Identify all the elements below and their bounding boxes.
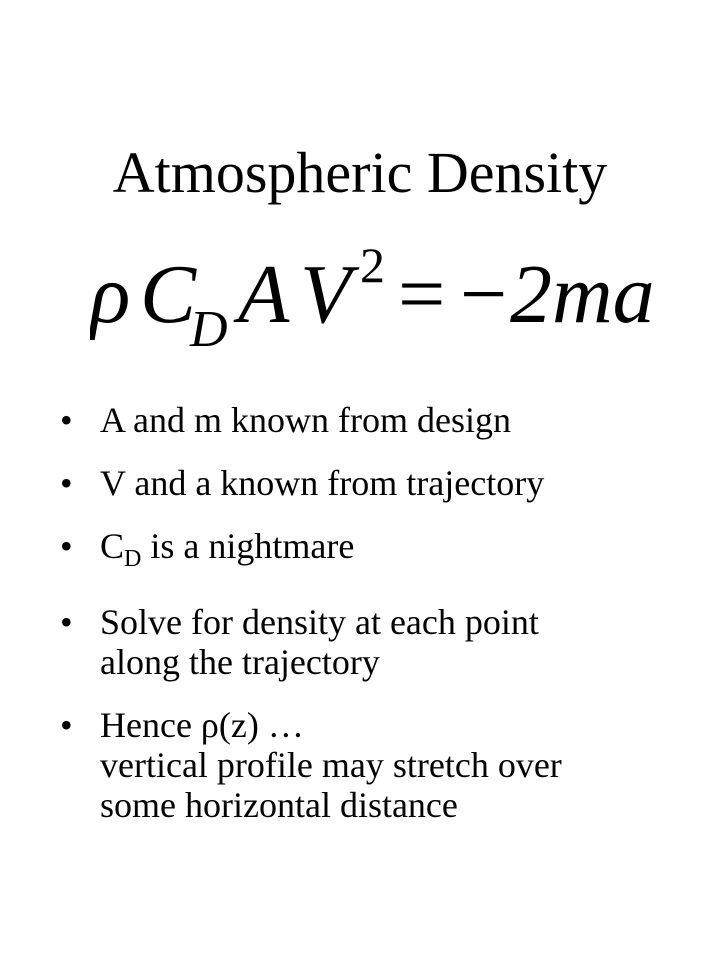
bullet-text-line: Hence ρ(z) … — [100, 705, 304, 745]
equation-minus: − — [460, 248, 508, 341]
bullet-item — [60, 526, 700, 579]
equation-rhs: 2ma — [510, 248, 655, 341]
equation-rho: ρ — [90, 248, 131, 341]
bullet-text-subscript: D — [124, 546, 142, 572]
bullet-marker: • — [60, 602, 73, 642]
bullet-text-line: along the trajectory — [100, 642, 380, 682]
bullet-text-line: Solve for density at each point — [100, 602, 539, 642]
bullet-text-cd: C — [100, 526, 125, 566]
bullet-text-line: vertical profile may stretch over — [100, 745, 562, 785]
slide-title: Atmospheric Density — [112, 140, 608, 205]
bullet-text: V and a known from trajectory — [100, 463, 545, 503]
bullet-text-line: some horizontal distance — [100, 785, 458, 825]
bullet-text-rest: is a nightmare — [141, 526, 355, 566]
bullet-item — [60, 400, 700, 440]
bullet-marker: • — [60, 463, 73, 503]
drag-equation — [90, 240, 670, 360]
bullet-text: A and m known from design — [100, 400, 511, 440]
bullet-marker: • — [60, 526, 73, 566]
equation-v-superscript: 2 — [360, 240, 385, 293]
equation-c: C — [140, 248, 197, 341]
equation-v: V — [300, 248, 352, 341]
equation-graphic — [90, 240, 670, 360]
bullet-marker: • — [60, 705, 73, 745]
bullet-item — [60, 602, 700, 682]
equation-a: A — [238, 248, 290, 341]
bullet-marker: • — [60, 400, 73, 440]
bullet-item — [60, 705, 700, 825]
equation-equals: = — [398, 248, 446, 341]
equation-c-subscript: D — [190, 301, 228, 358]
bullet-list — [60, 400, 700, 848]
bullet-item — [60, 463, 700, 503]
